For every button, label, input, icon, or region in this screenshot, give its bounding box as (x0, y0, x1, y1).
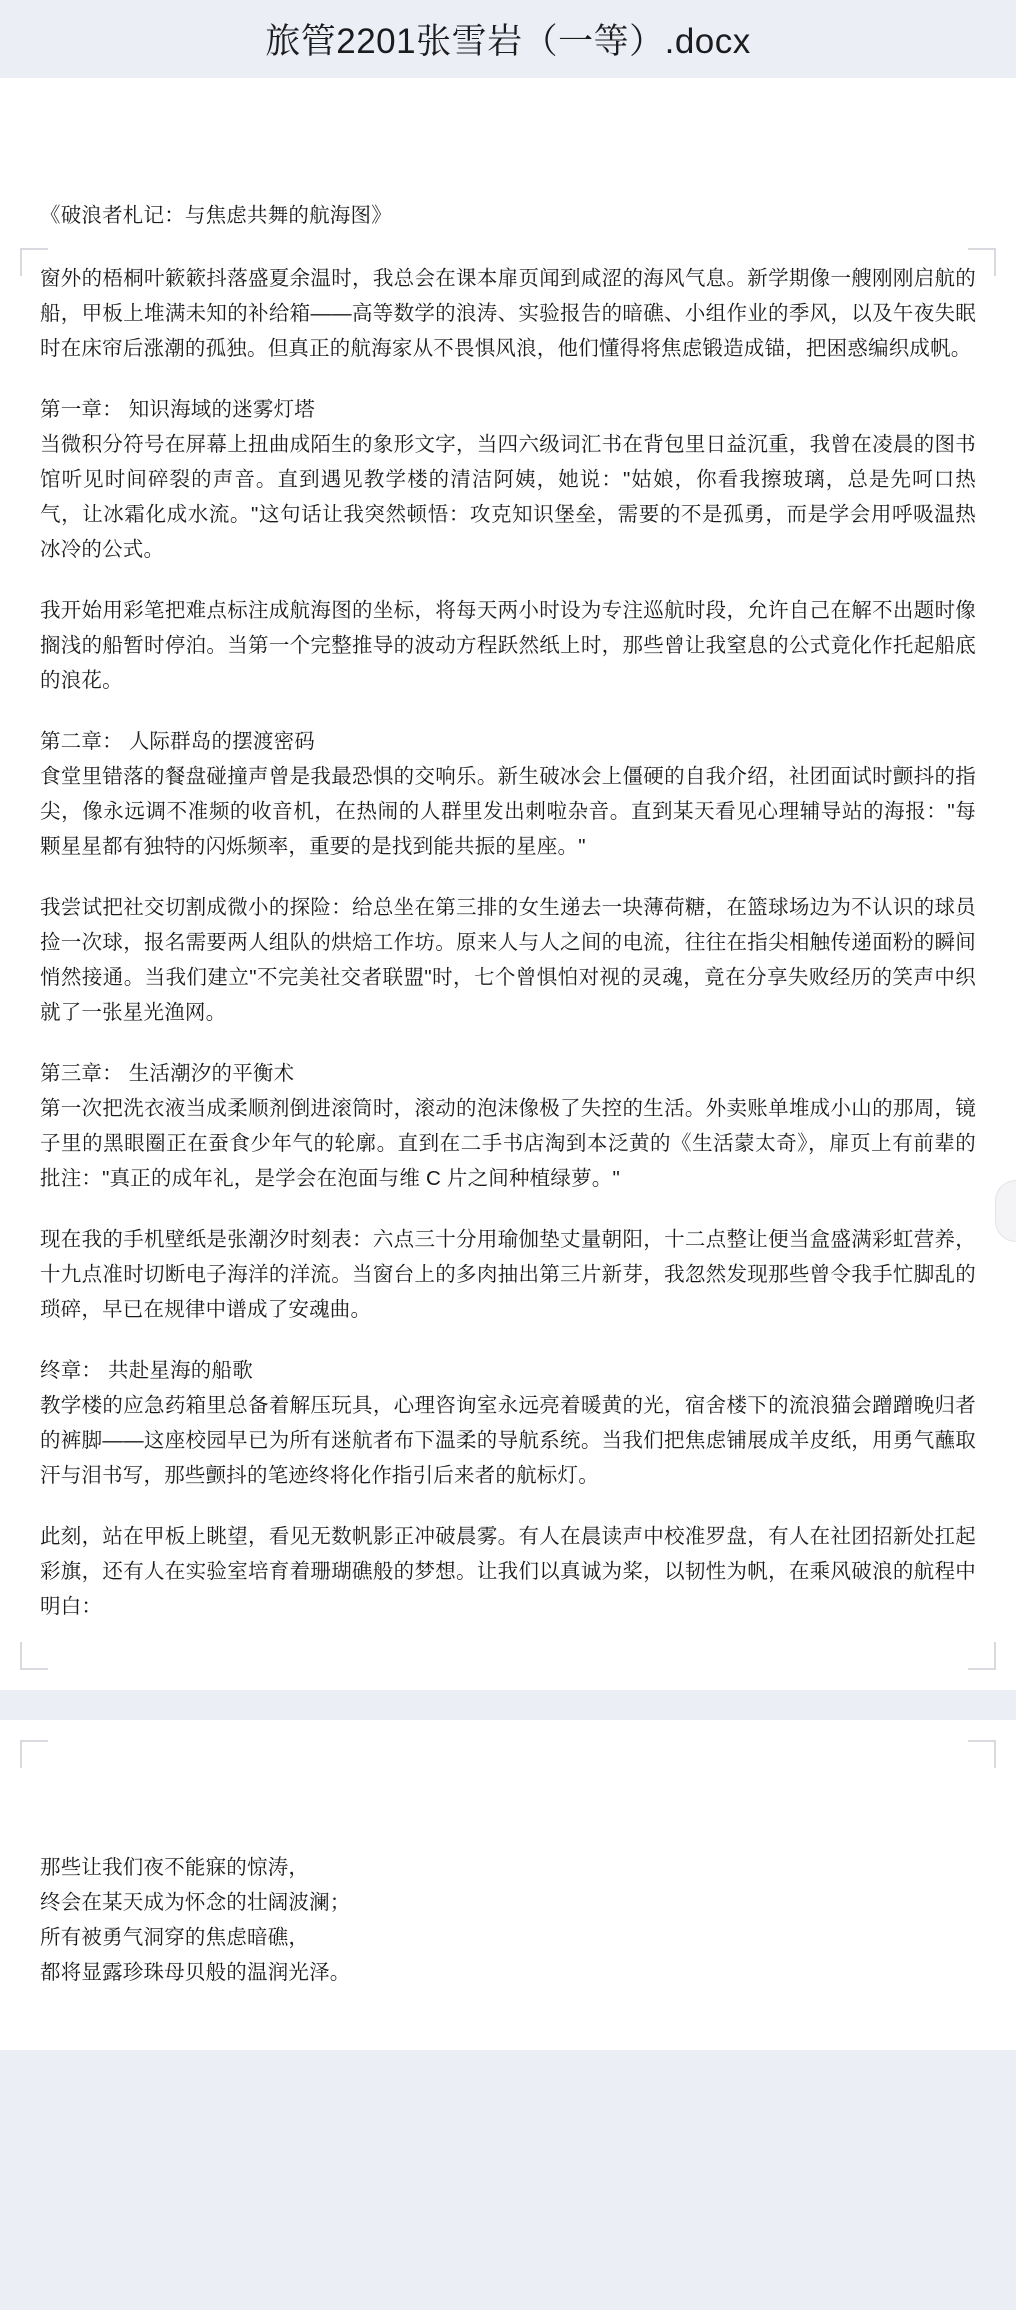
paragraph-chapter-3-a: 第一次把洗衣液当成柔顺剂倒进滚筒时，滚动的泡沫像极了失控的生活。外卖账单堆成小山的那周，镜子里的黑眼圈正在蚕食少年气的轮廓。直到在二手书店淘到本泛黄的《生活蒙太奇》，扉页上有前辈的批注："真正的成年礼，是学会在泡面与维 C 片之间种植绿萝。" (40, 1097, 976, 1190)
crop-mark-bottom-right (968, 1642, 996, 1670)
document-body (40, 198, 976, 1624)
paragraph-chapter-1-a: 当微积分符号在屏幕上扭曲成陌生的象形文字，当四六级词汇书在背包里日益沉重，我曾在凌晨的图书馆听见时间碎裂的声音。直到遇见教学楼的清洁阿姨，她说："姑娘，你看我擦玻璃，总是先呵口热气，让冰霜化成水流。"这句话让我突然顿悟：攻克知识堡垒，需要的不是孤勇，而是学会用呼吸温热冰冷的公式。 (40, 433, 976, 561)
document-title: 旅管2201张雪岩（一等）.docx (265, 22, 751, 61)
poem-line-3: 所有被勇气洞穿的焦虑暗礁， (40, 1926, 310, 1949)
document-page-1 (0, 78, 1016, 1690)
crop-mark-top-left-p2 (20, 1740, 48, 1768)
paragraph-chapter-3-b: 现在我的手机壁纸是张潮汐时刻表：六点三十分用瑜伽垫丈量朝阳，十二点整让便当盒盛满彩虹营养，十九点准时切断电子海洋的洋流。当窗台上的多肉抽出第三片新芽，我忽然发现那些曾令我手忙脚乱的琐碎，早已在规律中谱成了安魂曲。 (40, 1228, 976, 1321)
heading-chapter-3: 第三章： 生活潮汐的平衡术 (40, 1062, 295, 1085)
poem-line-4: 都将显露珍珠母贝般的温润光泽。 (40, 1961, 351, 1984)
title-bar (0, 0, 1016, 78)
poem-line-1: 那些让我们夜不能寐的惊涛， (40, 1856, 310, 1879)
paragraph-chapter-1-b: 我开始用彩笔把难点标注成航海图的坐标，将每天两小时设为专注巡航时段，允许自己在解不出题时像搁浅的船暂时停泊。当第一个完整推导的波动方程跃然纸上时，那些曾让我窒息的公式竟化作托起船底的浪花。 (40, 599, 976, 692)
paragraph-chapter-2-b: 我尝试把社交切割成微小的探险：给总坐在第三排的女生递去一块薄荷糖，在篮球场边为不认识的球员捡一次球，报名需要两人组队的烘焙工作坊。原来人与人之间的电流，往往在指尖相触传递面粉的瞬间悄然接通。当我们建立"不完美社交者联盟"时，七个曾惧怕对视的灵魂，竟在分享失败经历的笑声中织就了一张星光渔网。 (40, 896, 976, 1024)
paragraph-final-b: 此刻，站在甲板上眺望，看见无数帆影正冲破晨雾。有人在晨读声中校准罗盘，有人在社团招新处扛起彩旗，还有人在实验室培育着珊瑚礁般的梦想。让我们以真诚为桨，以韧性为帆，在乘风破浪的航程中明白： (40, 1525, 976, 1618)
heading-chapter-1: 第一章： 知识海域的迷雾灯塔 (40, 398, 315, 421)
paragraph-intro: 窗外的梧桐叶簌簌抖落盛夏余温时，我总会在课本扉页闻到咸涩的海风气息。新学期像一艘刚刚启航的船，甲板上堆满未知的补给箱——高等数学的浪涛、实验报告的暗礁、小组作业的季风，以及午夜失眠时在床帘后涨潮的孤独。但真正的航海家从不畏惧风浪，他们懂得将焦虑锻造成锚，把困惑编织成帆。 (40, 267, 976, 360)
paragraph-final-a: 教学楼的应急药箱里总备着解压玩具，心理咨询室永远亮着暖黄的光，宿舍楼下的流浪猫会蹭蹭晚归者的裤脚——这座校园早已为所有迷航者布下温柔的导航系统。当我们把焦虑铺展成羊皮纸，用勇气蘸取汗与泪书写，那些颤抖的笔迹终将化作指引后来者的航标灯。 (40, 1394, 976, 1487)
document-body-page-2 (40, 1850, 976, 1990)
crop-mark-bottom-left (20, 1642, 48, 1670)
page-separator (0, 1690, 1016, 1720)
heading-chapter-2: 第二章： 人际群岛的摆渡密码 (40, 730, 315, 753)
scroll-tab-handle[interactable] (995, 1180, 1016, 1242)
crop-mark-top-right-p2 (968, 1740, 996, 1768)
document-page-2 (0, 1720, 1016, 2050)
heading-final-chapter: 终章： 共赴星海的船歌 (40, 1359, 253, 1382)
document-heading-title: 《破浪者札记：与焦虑共舞的航海图》 (40, 204, 392, 227)
paragraph-chapter-2-a: 食堂里错落的餐盘碰撞声曾是我最恐惧的交响乐。新生破冰会上僵硬的自我介绍，社团面试时颤抖的指尖，像永远调不准频的收音机，在热闹的人群里发出刺啦杂音。直到某天看见心理辅导站的海报："每颗星星都有独特的闪烁频率，重要的是找到能共振的星座。" (40, 765, 976, 858)
poem-line-2: 终会在某天成为怀念的壮阔波澜； (40, 1891, 351, 1914)
